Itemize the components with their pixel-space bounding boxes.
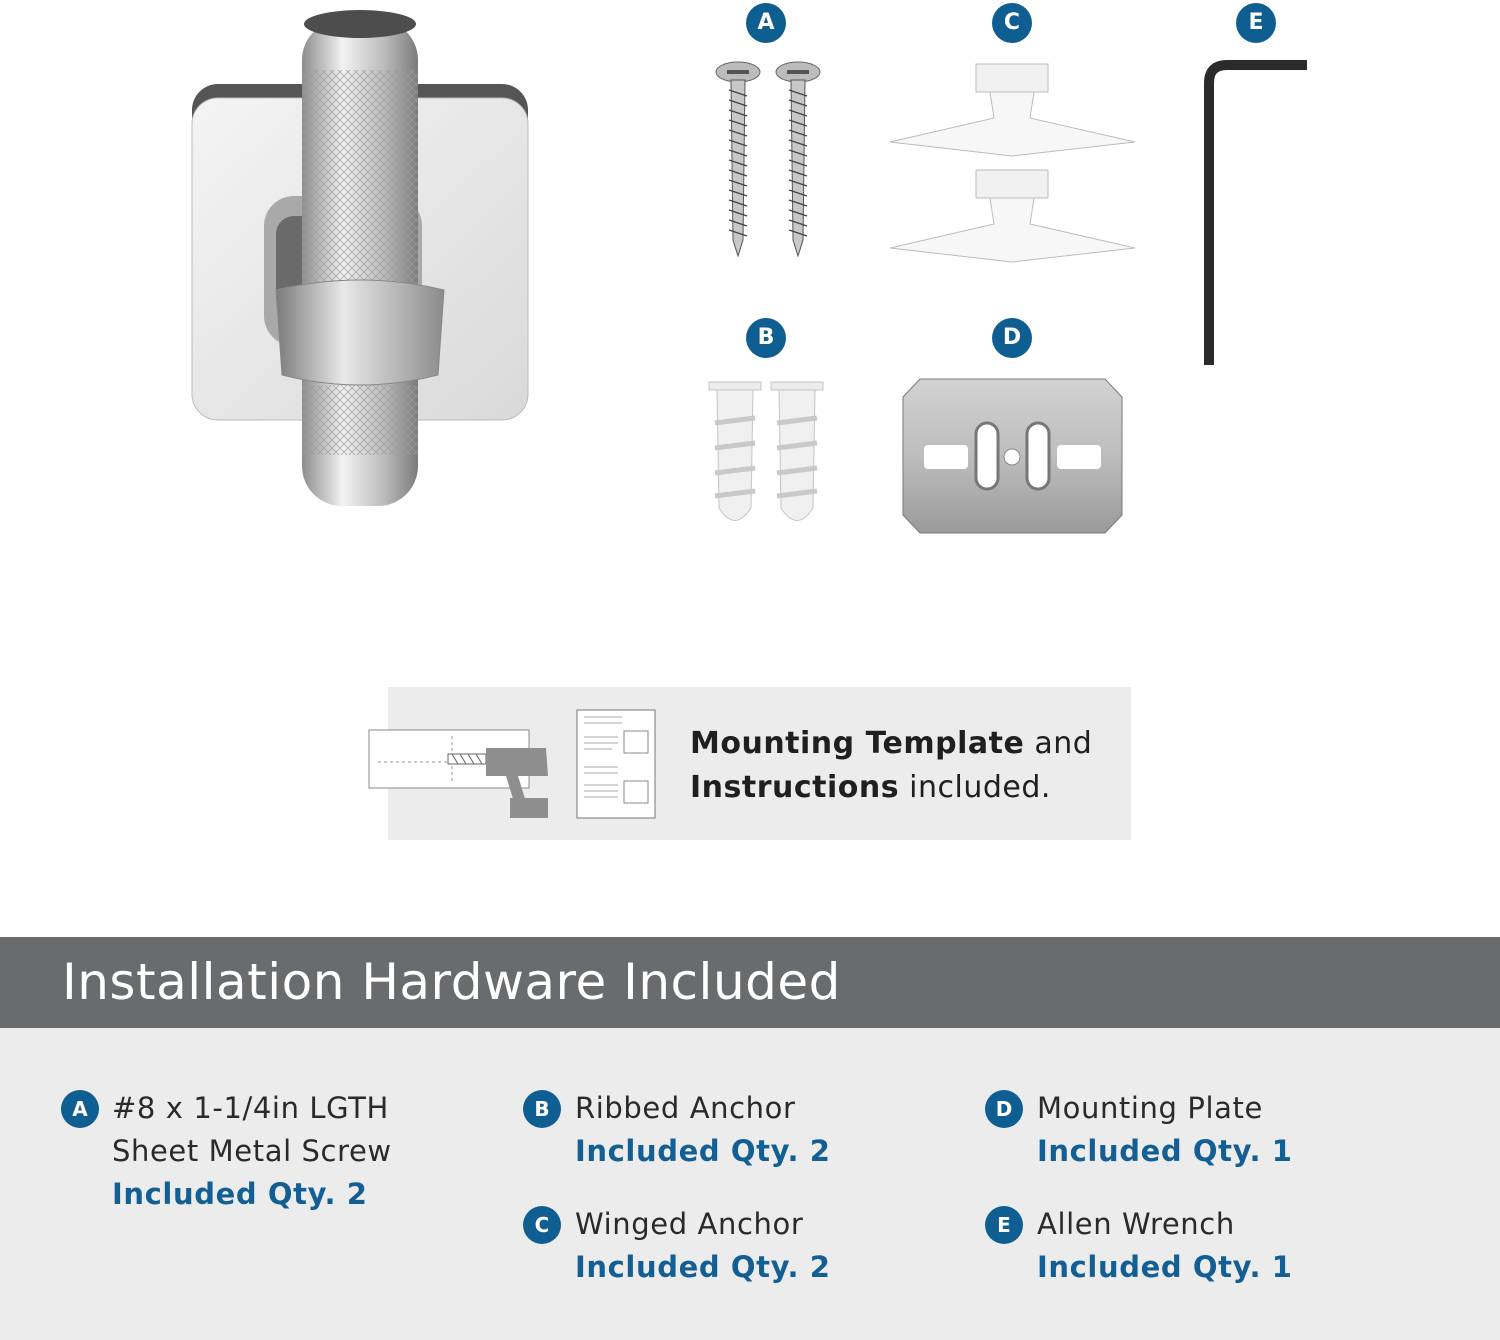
template-rest-2: included. <box>899 770 1051 805</box>
template-rest-1: and <box>1024 726 1093 761</box>
item-c <box>575 1203 831 1289</box>
ribbed-anchors-image <box>705 378 830 533</box>
instructions-document-icon <box>576 709 658 821</box>
item-e <box>1037 1203 1293 1289</box>
item-d-name: Mounting Plate <box>1037 1091 1263 1125</box>
allen-wrench-image <box>1195 55 1315 370</box>
mounting-template-text <box>690 722 1092 810</box>
item-e-badge: E <box>985 1206 1023 1244</box>
item-d-badge: D <box>985 1090 1023 1128</box>
item-d <box>1037 1087 1293 1173</box>
part-a-badge: A <box>746 3 786 43</box>
item-e-qty: Included Qty. 1 <box>1037 1250 1293 1284</box>
product-hook-image <box>180 0 540 520</box>
item-a-name-line2: Sheet Metal Screw <box>112 1134 392 1168</box>
item-b-badge: B <box>523 1090 561 1128</box>
template-bold-1: Mounting Template <box>690 726 1025 761</box>
item-c-name: Winged Anchor <box>575 1207 804 1241</box>
item-a-badge: A <box>61 1090 99 1128</box>
item-e-name: Allen Wrench <box>1037 1207 1235 1241</box>
item-b <box>575 1087 831 1173</box>
mounting-plate-image <box>900 375 1125 540</box>
template-bold-2: Instructions <box>690 770 900 805</box>
section-title: Installation Hardware Included <box>62 953 841 1011</box>
screws-image <box>705 60 835 260</box>
item-a-name-line1: #8 x 1-1/4in LGTH <box>112 1091 389 1125</box>
item-a <box>112 1087 392 1216</box>
part-b-badge: B <box>746 318 786 358</box>
part-c-badge: C <box>992 3 1032 43</box>
part-e-badge: E <box>1236 3 1276 43</box>
item-d-qty: Included Qty. 1 <box>1037 1134 1293 1168</box>
item-c-badge: C <box>523 1206 561 1244</box>
item-b-name: Ribbed Anchor <box>575 1091 796 1125</box>
item-c-qty: Included Qty. 2 <box>575 1250 831 1284</box>
part-d-badge: D <box>992 318 1032 358</box>
drill-icon <box>368 726 553 821</box>
winged-anchors-image <box>880 60 1145 270</box>
item-a-qty: Included Qty. 2 <box>112 1177 368 1211</box>
item-b-qty: Included Qty. 2 <box>575 1134 831 1168</box>
